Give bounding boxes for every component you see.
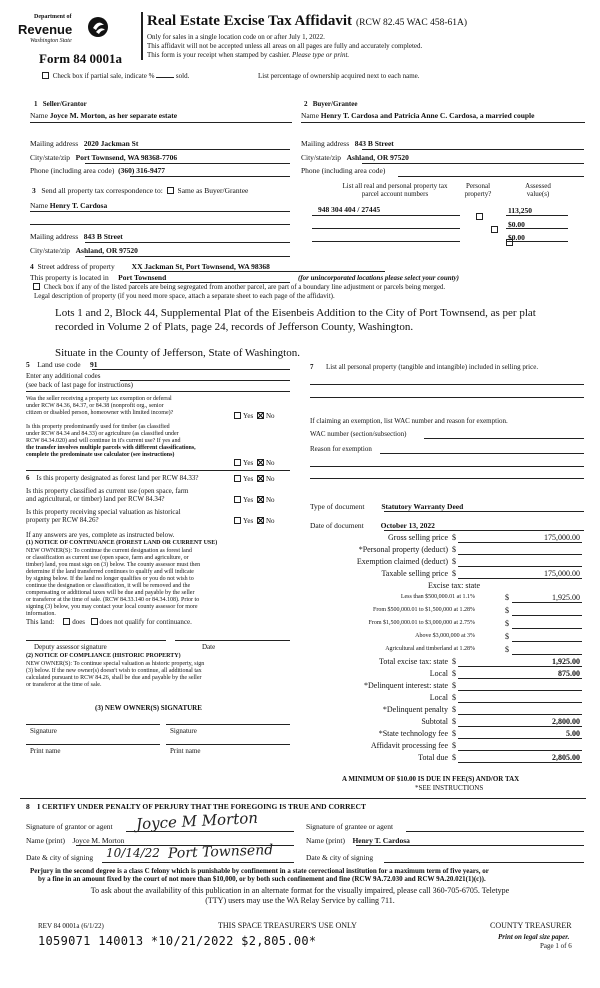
notice1-line: information. — [26, 611, 56, 617]
notice2-line: NEW OWNER(S): To continue special valuation as historic property, sign — [26, 661, 205, 667]
owner-print-name-label-2: Print name — [170, 747, 201, 755]
doc-date-label: Date of document — [310, 521, 364, 530]
perjury-line2: by a fine in an amount fixed by the court of not more than $10,000, or by both such confinement and fine (RCW 9A.72.030 and RCW 9A.20.021(1)(c)). — [38, 875, 486, 883]
exemption-claimed-label: Exemption claimed (deduct) — [356, 557, 448, 566]
section8-number: 8 — [26, 802, 30, 811]
parcels-col1: List all real and personal property tax parcel account numbers — [342, 182, 448, 198]
legal-description-3[interactable]: Situate in the County of Jefferson, State of Washington. — [55, 347, 300, 359]
tier5-label: Agricultural and timberland at 1.28% — [385, 646, 475, 652]
delinquent-local-dollar: $ — [452, 693, 456, 702]
logo-line1: Department of — [34, 14, 72, 20]
buyer-number: 2 — [304, 100, 308, 108]
processing-fee-label: Affidavit processing fee — [370, 741, 448, 750]
segregated-checkbox[interactable] — [33, 283, 40, 290]
q1-yes-checkbox[interactable] — [234, 412, 241, 419]
notice1-line: determine if the land transferred continues to qualify and will indicate — [26, 569, 194, 575]
s6-q3-line1: Is this property receiving special valuation as historical — [26, 508, 181, 516]
q1-line3: citizen or disabled person, homeowner with limited income)? — [26, 410, 174, 416]
seller-name-label: Name — [30, 111, 48, 120]
personal-property-text: List all personal property (tangible and intangible) included in selling price. — [326, 363, 539, 371]
gross-price-dollar: $ — [452, 533, 456, 542]
s6-q2-no-label: No — [265, 496, 275, 504]
does-not-qualify-checkbox[interactable] — [91, 618, 98, 625]
buyer-mailing[interactable]: 843 B Street — [354, 139, 394, 148]
grantor-signing-city[interactable]: Port Townsend — [167, 842, 274, 862]
page-number: Page 1 of 6 — [540, 942, 572, 950]
notice1-line: or transferor at the time of sale. (RCW 84.33.140 or 84.34.108). Prior to — [26, 597, 200, 603]
delinquent-interest-label: *Delinquent interest: state — [364, 681, 448, 690]
assessed-value-3[interactable]: $0.00 — [508, 233, 525, 242]
q2-line4: the transfer involves multiple parcels with different classifications, — [26, 445, 196, 451]
q1-line2: under RCW 84.36, 84.37, or 84.38 (nonprofit org., senior — [26, 403, 164, 409]
doc-type[interactable]: Statutory Warranty Deed — [381, 502, 464, 511]
legal-description-2[interactable]: recorded in Volume 2 of Plats, page 24, records of Jefferson County, Washington. — [55, 321, 414, 333]
exemption-claimed-dollar: $ — [452, 557, 456, 566]
correspondence-name[interactable]: Henry T. Cardosa — [49, 201, 108, 210]
notice1-body — [26, 548, 296, 618]
q2-yes-label: Yes — [243, 459, 254, 467]
minimum-fee-note: A MINIMUM OF $10.00 IS DUE IN FEE(S) AND/OR TAX — [342, 775, 520, 783]
street-address[interactable]: XX Jackman St, Port Townsend, WA 98368 — [131, 262, 270, 271]
seller-name[interactable]: Joyce M. Morton, as her separate estate — [49, 111, 178, 120]
total-due-label: Total due — [418, 753, 448, 762]
buyer-phone-label: Phone (including area code) — [301, 166, 386, 175]
notice1-line: continue the designation or classification, it will be removed and the — [26, 583, 191, 589]
tier3-dollar: $ — [505, 619, 509, 628]
s6-q2-line2: and agricultural, or timber) land per RCW 84.34? — [26, 495, 165, 503]
tier2-label: From $500,000.01 to $1,500,000 at 1.28% — [373, 607, 475, 613]
does-qualify-checkbox[interactable] — [63, 618, 70, 625]
s6-q1-no-label: No — [265, 475, 275, 483]
q2-line3: RCW 84.34.020) and will continue in it's current use? If yes and — [26, 438, 181, 444]
legal-paper-note: Print on legal size paper. — [498, 933, 570, 941]
tech-fee-dollar: $ — [452, 729, 456, 738]
s6-q2-yes-label: Yes — [243, 496, 254, 504]
gross-price-label: Gross selling price — [388, 533, 448, 542]
s6-q2-no-checkbox[interactable] — [257, 496, 264, 503]
cashier-receipt-stamp: 1059071 140013 *10/21/2022 $2,805.00* — [38, 934, 317, 948]
notice2-body — [26, 661, 296, 689]
form-number: Form 84 0001a — [39, 51, 123, 66]
local-excise-label: Local — [429, 669, 448, 678]
parcels-col2: Personal property? — [464, 182, 492, 198]
tier1-dollar: $ — [505, 593, 509, 602]
buyer-city-label: City/state/zip — [301, 153, 341, 162]
county-treasurer-label: COUNTY TREASURER — [490, 921, 572, 930]
total-due-value[interactable]: 2,805.00 — [552, 753, 580, 762]
owner-signature-label-1: Signature — [30, 727, 57, 735]
correspondence-text: Send all property tax correspondence to: — [41, 186, 163, 195]
assessed-value-1[interactable]: 113,250 — [508, 206, 532, 215]
tier5-dollar: $ — [505, 645, 509, 654]
tax-table — [300, 533, 590, 903]
q1-line1: Was the seller receiving a property tax exemption or deferral — [26, 396, 172, 402]
seller-phone[interactable]: (360) 316-9477 — [118, 166, 165, 175]
delinquent-penalty-dollar: $ — [452, 705, 456, 714]
buyer-name[interactable]: Henry T. Cardosa and Patricia Anne C. Cardosa, a married couple — [320, 111, 535, 120]
notice1-line: signing (3) below, you may contact your local county assessor for more — [26, 604, 198, 610]
personal-property-label: *Personal property (deduct) — [358, 545, 448, 554]
located-in[interactable]: Port Townsend — [118, 273, 167, 282]
grantor-print-name[interactable]: Joyce M. Morton — [72, 836, 125, 845]
tier4-label: Above $3,000,000 at 3% — [415, 633, 475, 639]
q1-no-checkbox[interactable] — [257, 412, 264, 419]
owner-signature-label-2: Signature — [170, 727, 197, 735]
located-note: (for unincorporated locations please select your county) — [298, 274, 459, 282]
subtotal-value[interactable]: 2,800.00 — [552, 717, 580, 726]
total-excise-dollar: $ — [452, 657, 456, 666]
notice2-title: (2) NOTICE OF COMPLIANCE (HISTORIC PROPERTY) — [26, 653, 181, 659]
name-print-label-grantee: Name (print) — [306, 836, 345, 845]
header-note2: This affidavit will not be accepted unless all areas on all pages are fully and accurately completed. — [147, 42, 423, 50]
s6-q1-no-checkbox[interactable] — [257, 475, 264, 482]
excise-state-label: Excise tax: state — [428, 581, 480, 590]
notice1-line: or classification as current use (open space, farm and agriculture, or — [26, 555, 189, 561]
seller-heading: Seller/Grantor — [42, 100, 87, 108]
wac-label: WAC number (section/subsection) — [310, 430, 407, 438]
total-excise-value[interactable]: 1,925.00 — [552, 657, 580, 666]
q2-line1: Is this property predominantly used for timber (as classified — [26, 424, 170, 430]
correspondence-city-label: City/state/zip — [30, 246, 70, 255]
q2-yes-checkbox[interactable] — [234, 459, 241, 466]
deputy-date-label: Date — [202, 643, 216, 651]
q2-no-label: No — [265, 459, 275, 467]
correspondence-number: 3 — [32, 186, 36, 195]
taxable-price-label: Taxable selling price — [381, 569, 448, 578]
header-note3-italic: Please type or print. — [292, 51, 350, 59]
treasurer-only-label: THIS SPACE TREASURER'S USE ONLY — [218, 921, 357, 930]
seller-city[interactable]: Port Townsend, WA 98368-7706 — [75, 153, 178, 162]
tier1-value[interactable]: 1,925.00 — [552, 593, 580, 602]
grantor-signature[interactable]: Joyce M Morton — [135, 808, 259, 834]
logo-word: Revenue — [18, 22, 73, 37]
seller-phone-label: Phone (including area code) — [30, 166, 115, 175]
land-use-code[interactable]: 91 — [89, 360, 98, 369]
washington-logo-icon — [87, 16, 109, 38]
legal-label: Legal description of property (if you need more space, attach a separate sheet to each page of the affidavit). — [34, 292, 335, 300]
tech-fee-value[interactable]: 5.00 — [566, 729, 580, 738]
parcel-number[interactable]: 948 304 404 / 27445 — [318, 205, 381, 214]
parcels-col3: Assessed value(s) — [525, 182, 551, 198]
notice2-line: calculated pursuant to RCW 84.26, shall be due and payable by the seller — [26, 675, 202, 681]
s6-q3-no-checkbox[interactable] — [257, 517, 264, 524]
tier4-dollar: $ — [505, 632, 509, 641]
personal-property-checkbox-2[interactable] — [491, 226, 498, 233]
s6-q3-no-label: No — [265, 517, 275, 525]
notice1-line: timber) land, you must sign on (3) below. The county assessor must then — [26, 562, 201, 568]
name-print-label-grantor: Name (print) — [26, 836, 65, 845]
reason-label: Reason for exemption — [310, 445, 372, 453]
form-title — [147, 12, 467, 30]
seller-mailing-label: Mailing address — [30, 139, 79, 148]
same-as-buyer-label: Same as Buyer/Grantee — [177, 186, 249, 195]
certify-heading: I CERTIFY UNDER PENALTY OF PERJURY THAT THE FOREGOING IS TRUE AND CORRECT — [37, 802, 366, 811]
s6-q2-yes-checkbox[interactable] — [234, 496, 241, 503]
doc-type-label: Type of document — [310, 502, 365, 511]
new-owner-signature-heading: (3) NEW OWNER(S) SIGNATURE — [95, 704, 202, 712]
gross-price-value[interactable]: 175,000.00 — [544, 533, 580, 542]
title-main: Real Estate Excise Tax Affidavit — [147, 13, 352, 29]
total-due-dollar: $ — [452, 753, 456, 762]
see-instructions: *SEE INSTRUCTIONS — [415, 784, 484, 792]
if-yes-note: If any answers are yes, complete as instructed below. — [26, 531, 175, 539]
seller-number: 1 — [34, 100, 38, 108]
street-label: Street address of property — [37, 262, 115, 271]
partial-sale-label: Check box if partial sale, indicate % — [52, 72, 155, 80]
seller-mailing[interactable]: 2020 Jackman St — [83, 139, 139, 148]
notice2-line: or transferor at the time of sale. — [26, 682, 102, 688]
does-label: does — [72, 618, 86, 626]
s6-q1-yes-label: Yes — [243, 475, 254, 483]
header-note1: Only for sales in a single location code on or after July 1, 2022. — [147, 33, 325, 41]
notice2-line: (3) below. If the new owner(s) doesn't wish to continue, all additional tax — [26, 668, 202, 674]
section7-number: 7 — [310, 363, 314, 371]
grantee-print-name[interactable]: Henry T. Cardosa — [352, 836, 410, 845]
revenue-logo — [12, 12, 122, 50]
sig-grantee-label: Signature of grantee or agent — [306, 822, 394, 831]
total-excise-label: Total excise tax: state — [379, 657, 448, 666]
s6-q1-yes-checkbox[interactable] — [234, 475, 241, 482]
processing-fee-dollar: $ — [452, 741, 456, 750]
sold-label: sold. — [175, 72, 190, 80]
section6-number: 6 — [26, 474, 30, 482]
access-line2: (TTY) users may use the WA Relay Service by calling 711. — [205, 896, 395, 905]
buyer-mailing-label: Mailing address — [301, 139, 350, 148]
seller-city-label: City/state/zip — [30, 153, 70, 162]
personal-property-dollar: $ — [452, 545, 456, 554]
local-excise-dollar: $ — [452, 669, 456, 678]
tier1-label: Less than $500,000.01 at 1.1% — [400, 594, 475, 600]
q1-yes-label: Yes — [243, 412, 254, 420]
date-city-label-grantee: Date & city of signing — [306, 853, 374, 862]
revision-label: REV 84 0001a (6/1/22) — [38, 922, 104, 930]
logo-line3: Washington State — [30, 38, 72, 44]
taxable-price-dollar: $ — [452, 569, 456, 578]
buyer-heading: Buyer/Grantee — [312, 100, 358, 108]
subtotal-label: Subtotal — [421, 717, 448, 726]
taxable-price-value[interactable]: 175,000.00 — [544, 569, 580, 578]
q2-line5: complete the predominate use calculator (see instructions) — [26, 452, 175, 458]
s6-q3-line2: property per RCW 84.26? — [26, 516, 99, 524]
notice1-line: by signing below. If the land no longer qualifies or you do not wish to — [26, 576, 194, 582]
sig-grantor-label: Signature of grantor or agent — [26, 822, 113, 831]
assessed-value-2[interactable]: $0.00 — [508, 220, 525, 229]
segregated-label: Check box if any of the listed parcels are being segregated from another parcel, are part of a boundary line adjustment or parcels being merged. — [43, 283, 446, 291]
owner-print-name-label-1: Print name — [30, 747, 61, 755]
this-land-label: This land: — [26, 618, 55, 626]
deputy-signature-label: Deputy assessor signature — [34, 643, 107, 651]
q1-no-label: No — [265, 412, 275, 420]
correspondence-mailing[interactable]: 843 B Street — [83, 232, 123, 241]
exemption-label: If claiming an exemption, list WAC number and reason for exemption. — [310, 417, 508, 425]
additional-codes-label: Enter any additional codes — [26, 372, 101, 380]
doc-date[interactable]: October 13, 2022 — [380, 521, 435, 530]
s6-q3-yes-checkbox[interactable] — [234, 517, 241, 524]
delinquent-local-label: Local — [429, 693, 448, 702]
local-excise-value[interactable]: 875.00 — [558, 669, 580, 678]
s6-q1: Is this property designated as forest land per RCW 84.33? — [36, 474, 199, 482]
grantor-signing-date[interactable]: 10/14/22 — [106, 846, 160, 860]
s6-q3-yes-label: Yes — [243, 517, 254, 525]
notice1-line: NEW OWNER(S): To continue the current designation as forest land — [26, 548, 192, 554]
tier2-dollar: $ — [505, 606, 509, 615]
date-city-label-grantor: Date & city of signing — [26, 853, 94, 862]
partial-sale-checkbox[interactable] — [42, 72, 49, 79]
notice1-title: (1) NOTICE OF CONTINUANCE (FOREST LAND OR CURRENT USE) — [26, 540, 218, 546]
does-not-label: does not qualify for continuance. — [99, 618, 192, 626]
section5-number: 5 — [26, 360, 30, 369]
tier3-label: From $1,500,000.01 to $3,000,000 at 2.75% — [368, 620, 475, 626]
buyer-city[interactable]: Ashland, OR 97520 — [346, 153, 409, 162]
delinquent-penalty-label: *Delinquent penalty — [382, 705, 448, 714]
correspondence-city[interactable]: Ashland, OR 97520 — [75, 246, 138, 255]
personal-property-checkbox-1[interactable] — [476, 213, 483, 220]
header-note3: This form is your receipt when stamped by cashier. — [147, 51, 291, 59]
land-use-label: Land use code — [37, 360, 81, 369]
located-label: This property is located in — [30, 273, 109, 282]
q2-no-checkbox[interactable] — [257, 459, 264, 466]
notice1-line: compensating or additional taxes will be due and payable by the seller — [26, 590, 195, 596]
same-as-buyer-checkbox[interactable] — [167, 187, 174, 194]
buyer-name-label: Name — [301, 111, 319, 120]
q2-line2: under RCW 84.34 and 84.33) or agriculture (as classified under — [26, 431, 179, 437]
perjury-line1: Perjury in the second degree is a class C felony which is punishable by confinement in a state correctional institution for a maximum term of five years, or — [30, 867, 489, 875]
legal-description-1[interactable]: Lots 1 and 2, Block 44, Supplemental Plat of the Eisenbeis Addition to the City of Port Townsend, as per plat — [55, 307, 536, 319]
ownership-note: List percentage of ownership acquired next to each name. — [258, 72, 420, 80]
title-ref: (RCW 82.45 WAC 458-61A) — [356, 18, 468, 28]
correspondence-name-label: Name — [30, 201, 48, 210]
delinquent-interest-dollar: $ — [452, 681, 456, 690]
property-number: 4 — [30, 262, 34, 271]
access-line1: To ask about the availability of this publication in an alternate format for the visually impaired, please call 360-705-6705. Teletype — [90, 886, 510, 895]
correspondence-mailing-label: Mailing address — [30, 232, 79, 241]
tech-fee-label: *State technology fee — [378, 729, 448, 738]
subtotal-dollar: $ — [452, 717, 456, 726]
see-back-label: (see back of last page for instructions) — [26, 381, 133, 389]
s6-q2-line1: Is this property classified as current use (open space, farm — [26, 487, 189, 495]
